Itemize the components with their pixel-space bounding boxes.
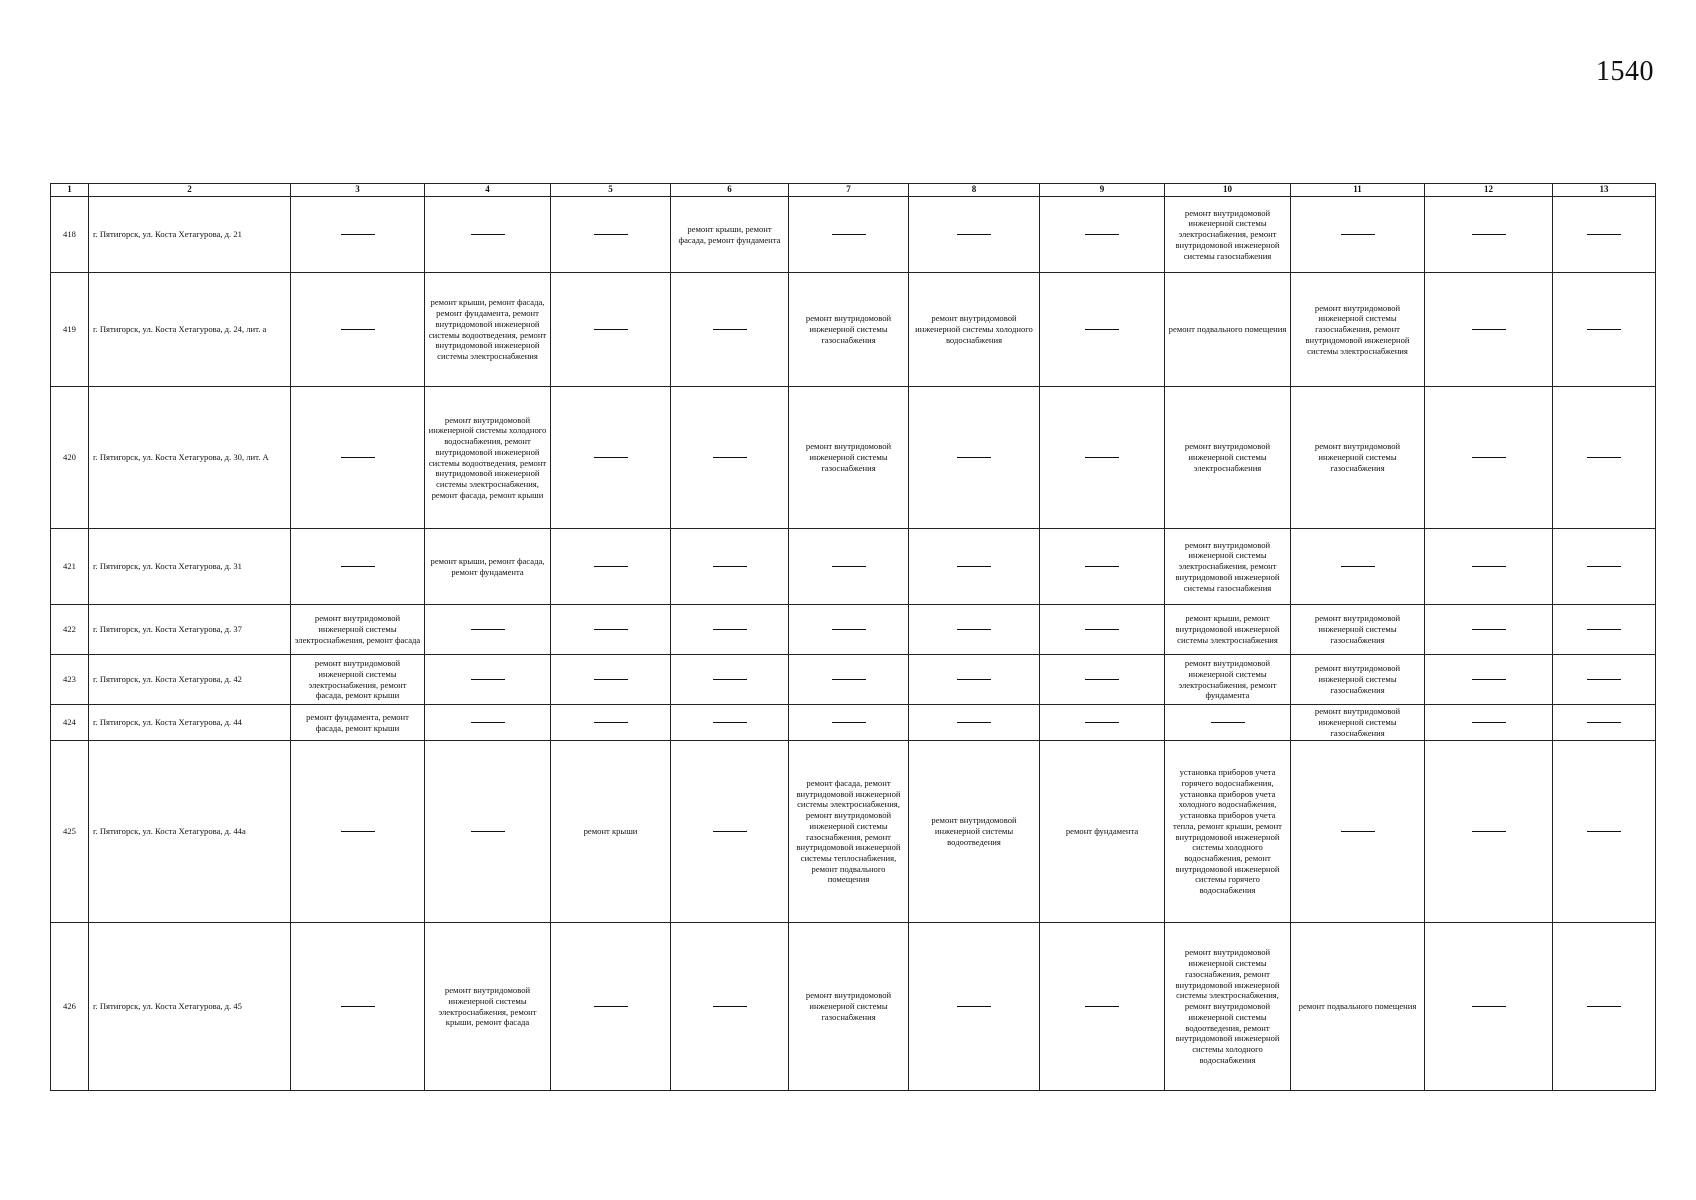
empty-cell [291,741,425,923]
dash-mark [1472,329,1506,330]
dash-mark [1587,831,1621,832]
dash-mark [1341,831,1375,832]
empty-cell [1425,197,1553,273]
empty-cell [671,605,789,655]
dash-mark [1085,457,1119,458]
column-header-8: 8 [909,184,1040,197]
dash-mark [341,1006,375,1007]
empty-cell [671,741,789,923]
dash-mark [594,234,628,235]
empty-cell [551,655,671,705]
work-type-cell: ремонт внутридомовой инженерной системы электроснабжения, ремонт фундамента [1165,655,1291,705]
dash-mark [1211,722,1245,723]
empty-cell [1553,273,1656,387]
empty-cell [551,605,671,655]
dash-mark [957,1006,991,1007]
table-row [51,741,1656,923]
empty-cell [1425,741,1553,923]
empty-cell [1040,197,1165,273]
repair-schedule-table-container [50,183,1655,1091]
column-header-4: 4 [425,184,551,197]
table-row [51,273,1656,387]
empty-cell [551,705,671,741]
column-number-header-row [51,184,1656,197]
empty-cell [789,655,909,705]
dash-mark [1085,679,1119,680]
empty-cell [789,529,909,605]
empty-cell [671,705,789,741]
address-cell: г. Пятигорск, ул. Коста Хетагурова, д. 44 [89,705,291,741]
work-type-cell: ремонт крыши, ремонт фасада, ремонт фундамента, ремонт внутридомовой инженерной системы водоотведения, ремонт внутридомовой инженерной системы электроснабжения [425,273,551,387]
work-type-cell: ремонт внутридомовой инженерной системы газоснабжения, ремонт внутридомовой инженерной системы электроснабжения [1291,273,1425,387]
page-number: 1540 [1596,56,1654,87]
empty-cell [425,655,551,705]
work-type-cell: ремонт внутридомовой инженерной системы газоснабжения [1291,605,1425,655]
work-type-cell: ремонт крыши, ремонт фасада, ремонт фундамента [671,197,789,273]
dash-mark [713,679,747,680]
address-cell: г. Пятигорск, ул. Коста Хетагурова, д. 30, лит. А [89,387,291,529]
column-header-6: 6 [671,184,789,197]
dash-mark [1085,329,1119,330]
empty-cell [1165,705,1291,741]
dash-mark [1472,831,1506,832]
empty-cell [551,923,671,1091]
empty-cell [1425,387,1553,529]
empty-cell [1291,197,1425,273]
empty-cell [1291,741,1425,923]
work-type-cell: ремонт внутридомовой инженерной системы газоснабжения [1291,655,1425,705]
dash-mark [713,722,747,723]
column-header-5: 5 [551,184,671,197]
empty-cell [551,387,671,529]
dash-mark [1587,679,1621,680]
work-type-cell: ремонт внутридомовой инженерной системы холодного водоснабжения [909,273,1040,387]
dash-mark [1085,234,1119,235]
address-cell: г. Пятигорск, ул. Коста Хетагурова, д. 21 [89,197,291,273]
empty-cell [1553,387,1656,529]
empty-cell [1425,923,1553,1091]
row-number: 426 [51,923,89,1091]
table-row [51,705,1656,741]
dash-mark [341,566,375,567]
empty-cell [909,705,1040,741]
empty-cell [671,529,789,605]
row-number: 420 [51,387,89,529]
dash-mark [1587,234,1621,235]
dash-mark [341,329,375,330]
empty-cell [1425,705,1553,741]
dash-mark [594,679,628,680]
work-type-cell: ремонт внутридомовой инженерной системы электроснабжения, ремонт фасада [291,605,425,655]
dash-mark [1341,566,1375,567]
row-number: 424 [51,705,89,741]
empty-cell [425,741,551,923]
empty-cell [551,273,671,387]
dash-mark [471,234,505,235]
dash-mark [1472,722,1506,723]
empty-cell [671,387,789,529]
dash-mark [1341,234,1375,235]
empty-cell [671,655,789,705]
empty-cell [909,529,1040,605]
dash-mark [1085,629,1119,630]
dash-mark [341,831,375,832]
empty-cell [1553,197,1656,273]
dash-mark [471,679,505,680]
empty-cell [291,923,425,1091]
work-type-cell: ремонт внутридомовой инженерной системы холодного водоснабжения, ремонт внутридомовой инженерной системы водоотведения, ремонт внутридомовой инженерной системы электроснабжения, ремонт фасада, ремонт крыши [425,387,551,529]
dash-mark [957,722,991,723]
dash-mark [957,457,991,458]
column-header-2: 2 [89,184,291,197]
work-type-cell: ремонт фундамента, ремонт фасада, ремонт крыши [291,705,425,741]
dash-mark [957,234,991,235]
dash-mark [594,566,628,567]
empty-cell [909,197,1040,273]
dash-mark [713,1006,747,1007]
dash-mark [471,722,505,723]
column-header-12: 12 [1425,184,1553,197]
repair-schedule-table [50,183,1656,1091]
work-type-cell: ремонт внутридомовой инженерной системы электроснабжения, ремонт крыши, ремонт фасада [425,923,551,1091]
work-type-cell: ремонт внутридомовой инженерной системы газоснабжения [1291,387,1425,529]
dash-mark [1472,457,1506,458]
empty-cell [425,605,551,655]
dash-mark [1472,566,1506,567]
empty-cell [291,273,425,387]
row-number: 425 [51,741,89,923]
table-row [51,197,1656,273]
empty-cell [789,605,909,655]
empty-cell [1040,705,1165,741]
dash-mark [832,679,866,680]
work-type-cell: ремонт крыши, ремонт внутридомовой инженерной системы электроснабжения [1165,605,1291,655]
dash-mark [713,329,747,330]
empty-cell [291,529,425,605]
column-header-10: 10 [1165,184,1291,197]
dash-mark [957,629,991,630]
table-row [51,605,1656,655]
dash-mark [713,566,747,567]
dash-mark [832,234,866,235]
work-type-cell: ремонт внутридомовой инженерной системы электроснабжения [1165,387,1291,529]
empty-cell [1040,529,1165,605]
dash-mark [1587,722,1621,723]
address-cell: г. Пятигорск, ул. Коста Хетагурова, д. 42 [89,655,291,705]
column-header-7: 7 [789,184,909,197]
dash-mark [1587,566,1621,567]
empty-cell [1553,705,1656,741]
empty-cell [909,387,1040,529]
empty-cell [291,197,425,273]
empty-cell [1425,655,1553,705]
empty-cell [1291,529,1425,605]
empty-cell [789,705,909,741]
work-type-cell: ремонт внутридомовой инженерной системы водоотведения [909,741,1040,923]
dash-mark [1085,722,1119,723]
dash-mark [713,629,747,630]
column-header-9: 9 [1040,184,1165,197]
dash-mark [832,722,866,723]
column-header-11: 11 [1291,184,1425,197]
empty-cell [1553,741,1656,923]
column-header-3: 3 [291,184,425,197]
dash-mark [713,457,747,458]
address-cell: г. Пятигорск, ул. Коста Хетагурова, д. 24, лит. а [89,273,291,387]
empty-cell [909,605,1040,655]
work-type-cell: ремонт внутридомовой инженерной системы электроснабжения, ремонт фасада, ремонт крыши [291,655,425,705]
dash-mark [594,629,628,630]
empty-cell [909,655,1040,705]
work-type-cell: ремонт подвального помещения [1165,273,1291,387]
empty-cell [425,705,551,741]
work-type-cell: ремонт крыши [551,741,671,923]
dash-mark [957,679,991,680]
empty-cell [1425,273,1553,387]
empty-cell [1553,923,1656,1091]
dash-mark [1472,234,1506,235]
empty-cell [1040,273,1165,387]
row-number: 419 [51,273,89,387]
work-type-cell: ремонт фасада, ремонт внутридомовой инженерной системы электроснабжения, ремонт внутридомовой инженерной системы газоснабжения, ремонт внутридомовой инженерной системы теплоснабжения, ремонт подвального помещения [789,741,909,923]
address-cell: г. Пятигорск, ул. Коста Хетагурова, д. 45 [89,923,291,1091]
work-type-cell: ремонт внутридомовой инженерной системы газоснабжения [789,923,909,1091]
dash-mark [1587,329,1621,330]
dash-mark [1472,679,1506,680]
table-row [51,387,1656,529]
empty-cell [425,197,551,273]
work-type-cell: ремонт внутридомовой инженерной системы газоснабжения [1291,705,1425,741]
empty-cell [789,197,909,273]
empty-cell [671,273,789,387]
dash-mark [1472,1006,1506,1007]
empty-cell [1553,529,1656,605]
work-type-cell: ремонт крыши, ремонт фасада, ремонт фундамента [425,529,551,605]
address-cell: г. Пятигорск, ул. Коста Хетагурова, д. 37 [89,605,291,655]
dash-mark [1587,457,1621,458]
dash-mark [341,457,375,458]
column-header-1: 1 [51,184,89,197]
row-number: 423 [51,655,89,705]
dash-mark [832,629,866,630]
work-type-cell: ремонт фундамента [1040,741,1165,923]
work-type-cell: ремонт подвального помещения [1291,923,1425,1091]
empty-cell [1040,605,1165,655]
work-type-cell: ремонт внутридомовой инженерной системы газоснабжения, ремонт внутридомовой инженерной системы электроснабжения, ремонт внутридомовой инженерной системы водоотведения, ремонт внутридомовой инженерной системы холодного водоснабжения [1165,923,1291,1091]
empty-cell [1553,605,1656,655]
dash-mark [832,566,866,567]
dash-mark [341,234,375,235]
dash-mark [594,457,628,458]
dash-mark [957,566,991,567]
dash-mark [713,831,747,832]
work-type-cell: установка приборов учета горячего водоснабжения, установка приборов учета холодного водоснабжения, установка приборов учета тепла, ремонт крыши, ремонт внутридомовой инженерной системы холодного водоснабжения, ремонт внутридомовой инженерной системы горячего водоснабжения [1165,741,1291,923]
address-cell: г. Пятигорск, ул. Коста Хетагурова, д. 44а [89,741,291,923]
empty-cell [1040,655,1165,705]
address-cell: г. Пятигорск, ул. Коста Хетагурова, д. 31 [89,529,291,605]
empty-cell [1040,387,1165,529]
table-row [51,655,1656,705]
empty-cell [671,923,789,1091]
empty-cell [1040,923,1165,1091]
dash-mark [594,722,628,723]
empty-cell [1553,655,1656,705]
work-type-cell: ремонт внутридомовой инженерной системы электроснабжения, ремонт внутридомовой инженерной системы газоснабжения [1165,197,1291,273]
row-number: 422 [51,605,89,655]
empty-cell [551,529,671,605]
empty-cell [1425,605,1553,655]
empty-cell [551,197,671,273]
dash-mark [594,329,628,330]
table-row [51,923,1656,1091]
empty-cell [909,923,1040,1091]
dash-mark [1085,566,1119,567]
table-row [51,529,1656,605]
column-header-13: 13 [1553,184,1656,197]
work-type-cell: ремонт внутридомовой инженерной системы газоснабжения [789,273,909,387]
work-type-cell: ремонт внутридомовой инженерной системы газоснабжения [789,387,909,529]
dash-mark [1587,629,1621,630]
dash-mark [1472,629,1506,630]
work-type-cell: ремонт внутридомовой инженерной системы электроснабжения, ремонт внутридомовой инженерной системы газоснабжения [1165,529,1291,605]
row-number: 421 [51,529,89,605]
dash-mark [1085,1006,1119,1007]
row-number: 418 [51,197,89,273]
dash-mark [471,629,505,630]
empty-cell [1425,529,1553,605]
dash-mark [594,1006,628,1007]
empty-cell [291,387,425,529]
dash-mark [471,831,505,832]
dash-mark [1587,1006,1621,1007]
